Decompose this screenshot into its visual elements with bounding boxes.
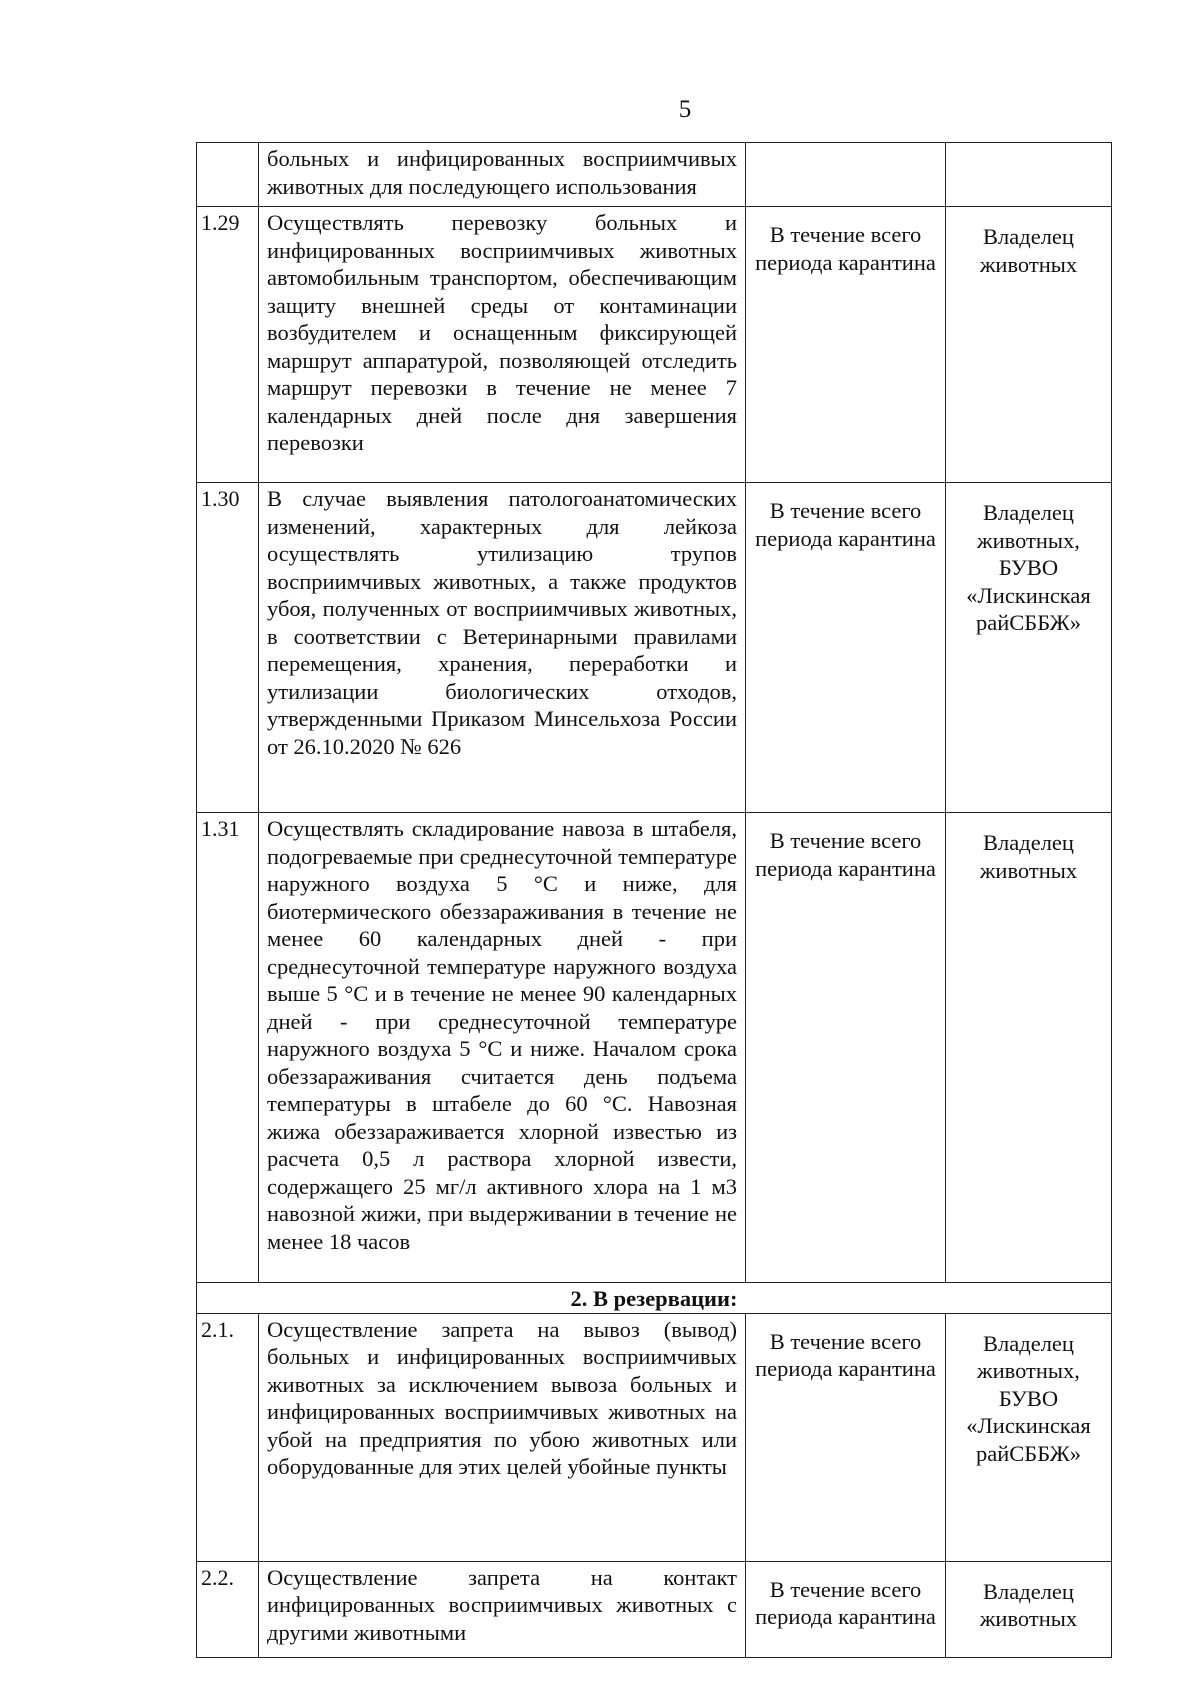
row-responsible: Владелец животных: [946, 1561, 1112, 1657]
measures-table: [196, 142, 1112, 1658]
row-number: 1.30: [197, 483, 259, 813]
row-responsible: [946, 143, 1112, 207]
row-responsible: Владелец животных, БУВО «Лискинская райСББЖ»: [946, 1313, 1112, 1561]
row-term: В течение всего периода карантина: [746, 1561, 946, 1657]
row-responsible: Владелец животных: [946, 813, 1112, 1283]
row-term: В течение всего периода карантина: [746, 813, 946, 1283]
row-term: В течение всего периода карантина: [746, 483, 946, 813]
row-task: Осуществлять складирование навоза в штабеля, подогреваемые при среднесуточной температуре наружного воздуха 5 °С и ниже, для биотермического обеззараживания в течение не менее 60 календарных дней - при среднесуточной температуре наружного воздуха выше 5 °С и в течение не менее 90 календарных дней - при среднесуточной температуре наружного воздуха 5 °С и ниже. Началом срока обеззараживания считается день подъема температуры в штабеле до 60 °С. Навозная жижа обеззараживается хлорной известью из расчета 0,5 л раствора хлорной извести, содержащего 25 мг/л активного хлора на 1 м3 навозной жижи, при выдерживании в течение не менее 18 часов: [259, 813, 746, 1283]
table-row: [197, 813, 1112, 1283]
row-number: 1.31: [197, 813, 259, 1283]
table-row: [197, 1313, 1112, 1561]
row-task: Осуществлять перевозку больных и инфицированных восприимчивых животных автомобильным транспортом, обеспечивающим защиту внешней среды от контаминации возбудителем и оснащенным фиксирующей маршрут аппаратурой, позволяющей отследить маршрут перевозки в течение не менее 7 календарных дней после дня завершения перевозки: [259, 207, 746, 483]
section-header-row: [197, 1283, 1112, 1314]
table-row: [197, 207, 1112, 483]
row-term: В течение всего периода карантина: [746, 207, 946, 483]
row-task: Осуществление запрета на вывоз (вывод) больных и инфицированных восприимчивых животных за исключением вывоза больных и инфицированных восприимчивых животных на убой на предприятия по убою животных или оборудованные для этих целей убойные пункты: [259, 1313, 746, 1561]
row-number: 2.1.: [197, 1313, 259, 1561]
row-task: больных и инфицированных восприимчивых животных для последующего использования: [259, 143, 746, 207]
table-row: [197, 143, 1112, 207]
row-number: 2.2.: [197, 1561, 259, 1657]
table-row: [197, 483, 1112, 813]
row-term: В течение всего периода карантина: [746, 1313, 946, 1561]
section-title: 2. В резервации:: [197, 1283, 1112, 1314]
row-number: 1.29: [197, 207, 259, 483]
row-task: Осуществление запрета на контакт инфицированных восприимчивых животных с другими животными: [259, 1561, 746, 1657]
row-responsible: Владелец животных, БУВО «Лискинская райСББЖ»: [946, 483, 1112, 813]
row-number: [197, 143, 259, 207]
row-responsible: Владелец животных: [946, 207, 1112, 483]
table-row: [197, 1561, 1112, 1657]
page-number: 5: [678, 96, 692, 123]
row-task: В случае выявления патологоанатомических изменений, характерных для лейкоза осуществлять утилизацию трупов восприимчивых животных, а также продуктов убоя, полученных от восприимчивых животных, в соответствии с Ветеринарными правилами перемещения, хранения, переработки и утилизации биологических отходов, утвержденными Приказом Минсельхоза России от 26.10.2020 № 626: [259, 483, 746, 813]
row-term: [746, 143, 946, 207]
